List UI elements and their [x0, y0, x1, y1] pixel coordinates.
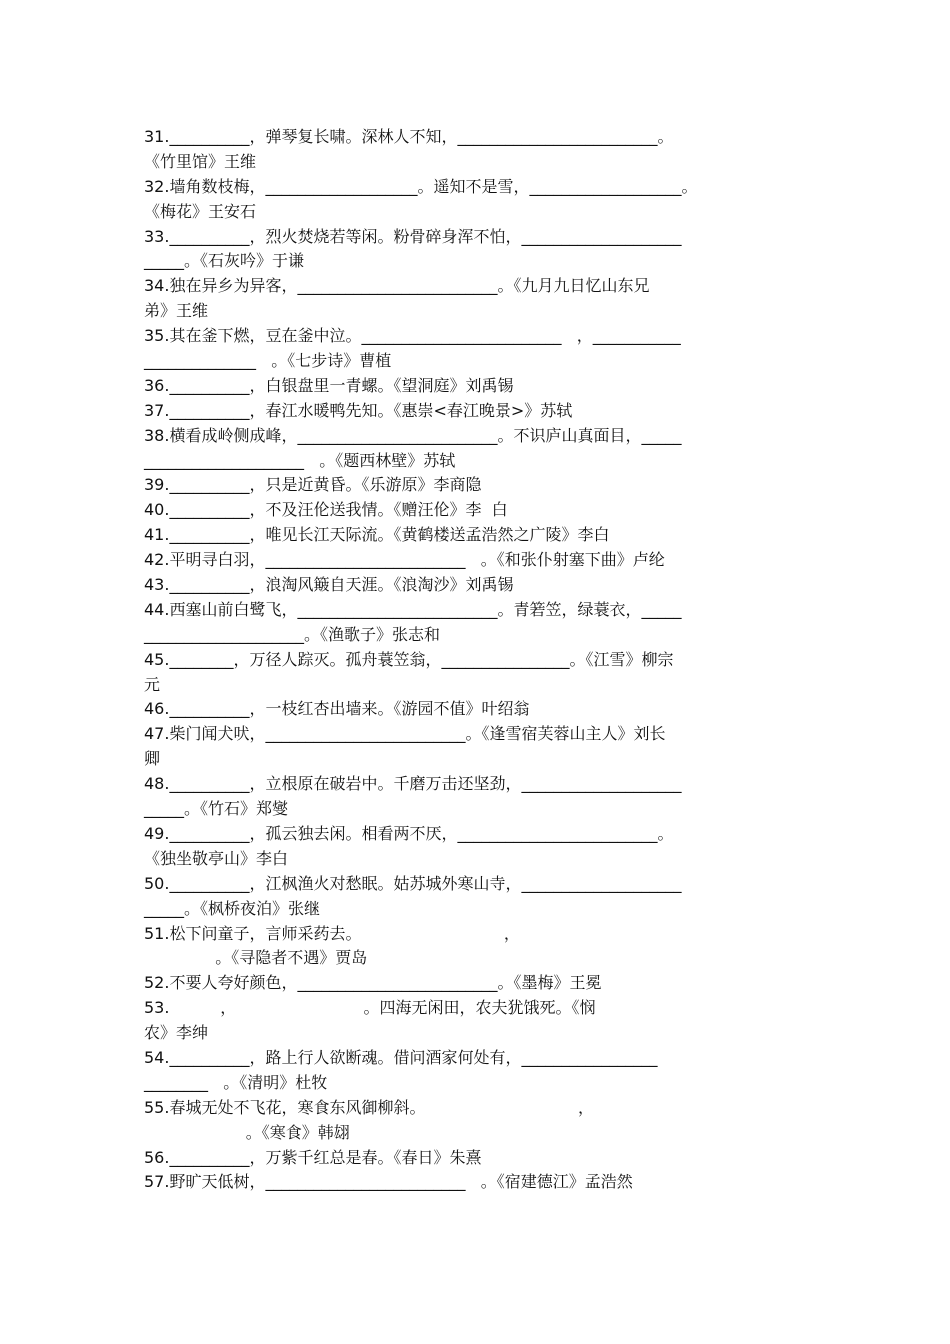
text-line: 46.__________，一枝红杏出墙来。《游园不值》叶绍翁 — [144, 699, 530, 719]
text-line: ______________ 。《七步诗》曹植 — [144, 351, 392, 371]
text-line: 38.横看成岭侧成峰，_________________________。不识庐山真面目，_____ — [144, 425, 682, 445]
text-line: 49.__________，孤云独去闲。相看两不厌，_________________________。 — [144, 823, 674, 843]
text-line: 农》李绅 — [144, 1023, 209, 1043]
text-line: 36.__________，白银盘里一青螺。《望洞庭》刘禹锡 — [144, 375, 514, 395]
text-line: 32.墙角数枝梅，___________________。遥知不是雪，___________________。 — [144, 176, 698, 196]
text-line: 37.__________，春江水暖鸭先知。《惠崇<春江晚景>》苏轼 — [144, 400, 573, 420]
text-line: ____________________ 。《题西林壁》苏轼 — [144, 450, 456, 470]
text-line: 43.__________，浪淘风簸自天涯。《浪淘沙》刘禹锡 — [144, 575, 514, 595]
text-line: 33.__________，烈火焚烧若等闲。粉骨碎身浑不怕，____________________ — [144, 226, 682, 246]
text-line: 54.__________，路上行人欲断魂。借问酒家何处有，_________________ — [144, 1047, 658, 1067]
text-line: _____。《竹石》郑燮 — [144, 799, 289, 819]
text-line: 34.独在异乡为异客，_________________________。《九月九日忆山东兄 — [144, 276, 650, 296]
text-line: 55.春城无处不飞花，寒食东风御柳斜。 ， — [144, 1097, 595, 1117]
text-line: 41.__________，唯见长江天际流。《黄鹤楼送孟浩然之广陵》李白 — [144, 525, 610, 545]
text-line: _____。《石灰吟》于谦 — [144, 251, 305, 271]
text-line: 40.__________，不及汪伦送我情。《赠汪伦》李 白 — [144, 500, 508, 520]
text-line: _____。《枫桥夜泊》张继 — [144, 898, 321, 918]
text-line: 50.__________，江枫渔火对愁眠。姑苏城外寒山寺，____________________ — [144, 873, 682, 893]
text-line: 31.__________，弹琴复长啸。深林人不知，_________________________。 — [144, 127, 674, 146]
text-line: 元 — [144, 674, 161, 694]
text-line: 《独坐敬亭山》李白 — [144, 848, 289, 868]
text-line: 51.松下问童子，言师采药去。 ， — [144, 923, 520, 943]
text-line: 《梅花》王安石 — [144, 201, 257, 221]
text-line: 53. ， 。四海无闲田，农夫犹饿死。《悯 — [144, 998, 596, 1018]
text-line: 卿 — [144, 749, 161, 769]
text-line: 《竹里馆》王维 — [144, 151, 257, 171]
text-line: 。《寻隐者不遇》贾岛 — [144, 948, 368, 968]
text-line: 44.西塞山前白鹭飞，_________________________。青箬笠，绿蓑衣，_____ — [144, 599, 682, 619]
text-line: 42.平明寻白羽，_________________________ 。《和张仆射塞下曲》卢纶 — [144, 550, 665, 570]
text-line: ________ 。《清明》杜牧 — [144, 1072, 328, 1092]
text-line: 47.柴门闻犬吠，_________________________。《逢雪宿芙蓉山主人》刘长 — [144, 724, 666, 744]
poetry-fill-in-worksheet — [144, 125, 824, 1195]
text-line: ____________________。《渔歌子》张志和 — [144, 624, 441, 644]
text-line: 48.__________，立根原在破岩中。千磨万击还坚劲，____________________ — [144, 774, 682, 794]
text-line: 。《寒食》韩翃 — [144, 1122, 350, 1142]
text-line: 52.不要人夸好颜色，_________________________。《墨梅》王冕 — [144, 973, 602, 993]
text-line: 35.其在釜下燃，豆在釜中泣。_________________________ ，___________ — [144, 326, 681, 346]
text-line: 弟》王维 — [144, 301, 209, 321]
text-line: 56.__________，万紫千红总是春。《春日》朱熹 — [144, 1147, 482, 1167]
text-line: 39.__________，只是近黄昏。《乐游原》李商隐 — [144, 475, 482, 495]
text-line: 57.野旷天低树，_________________________ 。《宿建德江》孟浩然 — [144, 1172, 633, 1192]
text-line: 45.________，万径人踪灭。孤舟蓑笠翁，________________。《江雪》柳宗 — [144, 649, 674, 669]
